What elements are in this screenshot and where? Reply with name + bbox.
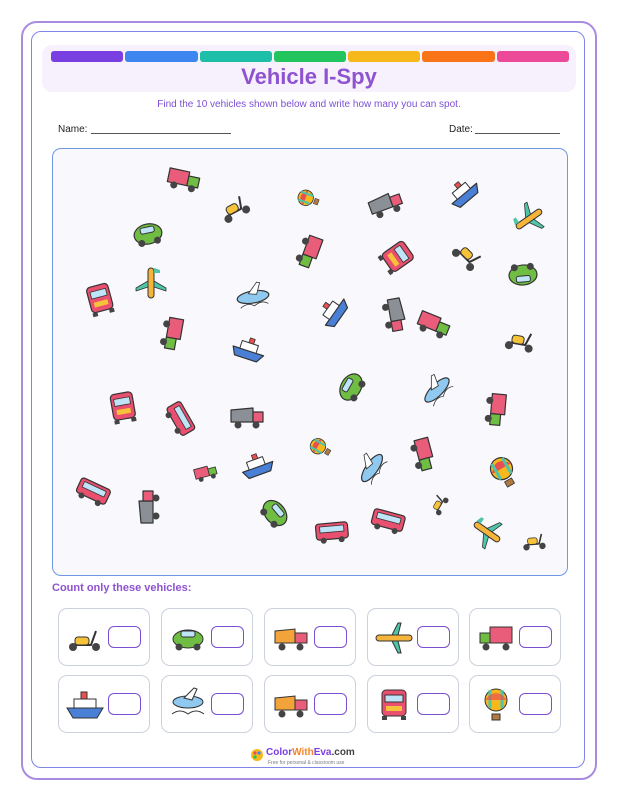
answer-box[interactable] — [519, 626, 552, 648]
brand-tagline: Free for personal & classroom use — [268, 760, 345, 766]
count-card — [264, 675, 356, 733]
name-field[interactable] — [91, 133, 231, 134]
answer-box[interactable] — [211, 626, 244, 648]
strip-segment — [274, 51, 346, 62]
answer-box[interactable] — [519, 693, 552, 715]
dump-truck-icon — [271, 619, 311, 655]
answer-box[interactable] — [417, 693, 450, 715]
brand-name[interactable] — [266, 747, 355, 758]
vehicle-scene-illustration — [53, 149, 567, 575]
cargo-truck-icon — [476, 619, 516, 655]
count-card — [264, 608, 356, 666]
brand-part-eva: Eva — [313, 747, 332, 758]
brand-part-color: Color — [266, 747, 293, 758]
date-label: Date: — [449, 124, 473, 135]
instructions: Find the 10 vehicles shown below and write how many you can spot. — [157, 99, 461, 110]
answer-box[interactable] — [314, 626, 347, 648]
brand-part-with: With — [292, 747, 314, 758]
brand-part-domain: .com — [331, 747, 355, 758]
count-card — [161, 608, 253, 666]
palette-logo-icon — [250, 748, 264, 762]
count-card — [367, 675, 459, 733]
name-label: Name: — [58, 124, 88, 135]
strip-segment — [51, 51, 123, 62]
answer-box[interactable] — [108, 693, 141, 715]
dump-truck-icon — [271, 686, 311, 722]
strip-segment — [422, 51, 494, 62]
strip-segment — [497, 51, 569, 62]
color-strip — [51, 51, 569, 62]
answer-box[interactable] — [108, 626, 141, 648]
strip-segment — [200, 51, 272, 62]
strip-segment — [125, 51, 197, 62]
answer-box[interactable] — [211, 693, 244, 715]
count-card — [58, 608, 150, 666]
answer-box[interactable] — [314, 693, 347, 715]
count-card — [469, 675, 561, 733]
count-card — [469, 608, 561, 666]
strip-segment — [348, 51, 420, 62]
car-icon — [168, 619, 208, 655]
cruise-ship-icon — [65, 686, 105, 722]
scooter-icon — [65, 619, 105, 655]
hot-air-balloon-icon — [476, 686, 516, 722]
plane-cloud-icon — [168, 686, 208, 722]
count-heading: Count only these vehicles: — [52, 582, 192, 594]
count-card — [58, 675, 150, 733]
search-scene — [52, 148, 568, 576]
count-card — [367, 608, 459, 666]
date-field[interactable] — [475, 133, 560, 134]
count-card — [161, 675, 253, 733]
airplane-icon — [374, 619, 414, 655]
fire-truck-icon — [374, 686, 414, 722]
answer-box[interactable] — [417, 626, 450, 648]
page-title: Vehicle I-Spy — [241, 64, 377, 89]
